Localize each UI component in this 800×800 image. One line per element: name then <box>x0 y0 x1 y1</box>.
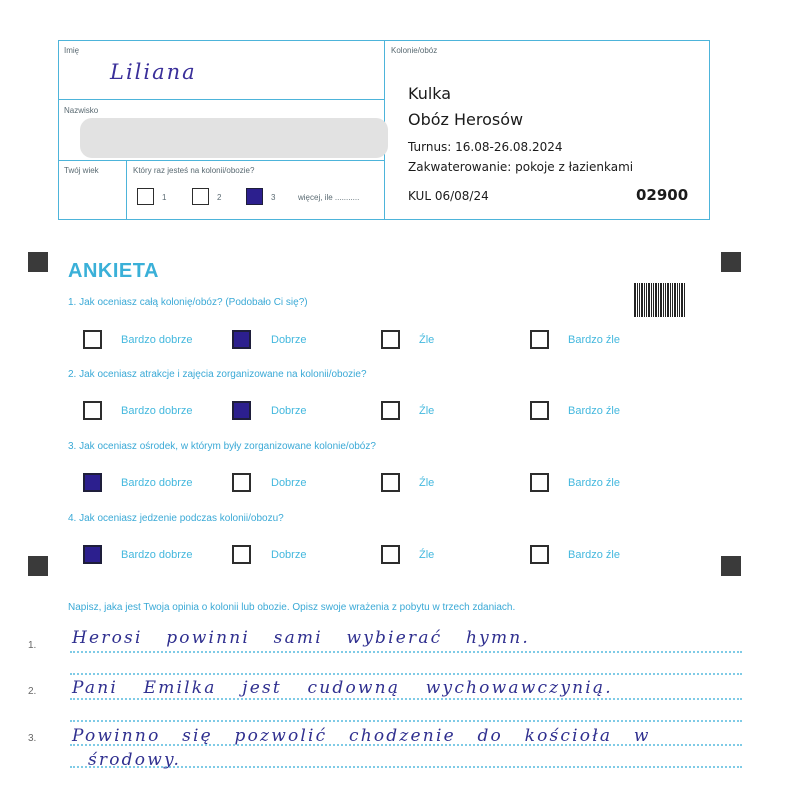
q1-option-label: Bardzo źle <box>568 334 620 346</box>
registration-marker-mid-right <box>721 556 741 576</box>
divider <box>58 160 385 161</box>
q2-option-label: Bardzo źle <box>568 405 620 417</box>
q2-option-bardzo-dobrze-checkbox[interactable] <box>83 401 102 420</box>
question-2-text: 2. Jak oceniasz atrakcje i zajęcia zorganizowane na kolonii/obozie? <box>68 369 367 380</box>
divider <box>126 160 127 220</box>
barcode <box>634 283 690 317</box>
camp-number: 02900 <box>636 186 689 204</box>
age-label: Twój wiek <box>64 166 99 175</box>
q1-option-zle-checkbox[interactable] <box>381 330 400 349</box>
q4-option-label: Dobrze <box>271 549 307 561</box>
times-option-2: 2 <box>217 193 222 202</box>
question-1-text: 1. Jak oceniasz całą kolonię/obóz? (Podobało Ci się?) <box>68 297 308 308</box>
q4-option-label: Bardzo źle <box>568 549 620 561</box>
q2-option-label: Źle <box>419 405 435 417</box>
camp-name: Kulka <box>408 84 452 103</box>
redacted-last-name <box>80 118 388 158</box>
q4-option-bardzo-dobrze-checkbox[interactable] <box>83 545 102 564</box>
registration-marker-top-right <box>721 252 741 272</box>
times-option-3: 3 <box>271 193 276 202</box>
camp-turnus: Turnus: 16.08-26.08.2024 <box>408 140 563 154</box>
first-name-value[interactable]: Liliana <box>110 60 197 84</box>
writing-line <box>70 698 742 700</box>
writing-line <box>70 673 742 675</box>
first-name-label: Imię <box>64 46 80 55</box>
camp-accommodation: Zakwaterowanie: pokoje z łazienkami <box>408 160 634 174</box>
times-question-label: Który raz jesteś na kolonii/obozie? <box>133 166 255 175</box>
times-option-more: więcej, ile ........... <box>298 193 360 202</box>
q1-option-bardzo-zle-checkbox[interactable] <box>530 330 549 349</box>
q4-option-zle-checkbox[interactable] <box>381 545 400 564</box>
q3-option-label: Bardzo dobrze <box>121 477 193 489</box>
opinion-line-3-continued[interactable]: środowy. <box>88 750 182 770</box>
q2-option-bardzo-zle-checkbox[interactable] <box>530 401 549 420</box>
q3-option-label: Źle <box>419 477 435 489</box>
line-number: 1. <box>28 640 37 651</box>
opinion-prompt: Napisz, jaka jest Twoja opinia o kolonii lub obozie. Opisz swoje wrażenia z pobytu w trzech zdaniach. <box>68 602 516 613</box>
opinion-line-1[interactable]: Herosi powinni sami wybierać hymn. <box>72 628 531 648</box>
opinion-line-2[interactable]: Pani Emilka jest cudowną wychowawczynią. <box>72 678 613 698</box>
q2-option-label: Bardzo dobrze <box>121 405 193 417</box>
q3-option-dobrze-checkbox[interactable] <box>232 473 251 492</box>
q4-option-label: Źle <box>419 549 435 561</box>
camp-title: Obóz Herosów <box>408 110 524 129</box>
q1-option-dobrze-checkbox[interactable] <box>232 330 251 349</box>
times-option-1: 1 <box>162 193 167 202</box>
q4-option-dobrze-checkbox[interactable] <box>232 545 251 564</box>
q1-option-label: Dobrze <box>271 334 307 346</box>
question-4-text: 4. Jak oceniasz jedzenie podczas kolonii/obozu? <box>68 513 284 524</box>
registration-marker-mid-left <box>28 556 48 576</box>
line-number: 2. <box>28 686 37 697</box>
q2-option-dobrze-checkbox[interactable] <box>232 401 251 420</box>
q2-option-label: Dobrze <box>271 405 307 417</box>
q4-option-bardzo-zle-checkbox[interactable] <box>530 545 549 564</box>
survey-title: ANKIETA <box>68 260 159 282</box>
q3-option-label: Dobrze <box>271 477 307 489</box>
q3-option-bardzo-dobrze-checkbox[interactable] <box>83 473 102 492</box>
q3-option-label: Bardzo źle <box>568 477 620 489</box>
times-checkbox-2[interactable] <box>192 188 209 205</box>
times-checkbox-3[interactable] <box>246 188 263 205</box>
registration-marker-top-left <box>28 252 48 272</box>
camp-label: Kolonie/obóz <box>391 46 438 55</box>
last-name-label: Nazwisko <box>64 106 99 115</box>
camp-code: KUL 06/08/24 <box>408 189 489 203</box>
q2-option-zle-checkbox[interactable] <box>381 401 400 420</box>
q1-option-label: Źle <box>419 334 435 346</box>
question-3-text: 3. Jak oceniasz ośrodek, w którym były zorganizowane kolonie/obóz? <box>68 441 376 452</box>
writing-line <box>70 720 742 722</box>
writing-line <box>70 651 742 653</box>
q3-option-zle-checkbox[interactable] <box>381 473 400 492</box>
opinion-line-3[interactable]: Powinno się pozwolić chodzenie do kościoła w <box>72 726 651 746</box>
q3-option-bardzo-zle-checkbox[interactable] <box>530 473 549 492</box>
q4-option-label: Bardzo dobrze <box>121 549 193 561</box>
line-number: 3. <box>28 733 37 744</box>
divider <box>58 99 385 100</box>
q1-option-bardzo-dobrze-checkbox[interactable] <box>83 330 102 349</box>
times-checkbox-1[interactable] <box>137 188 154 205</box>
q1-option-label: Bardzo dobrze <box>121 334 193 346</box>
